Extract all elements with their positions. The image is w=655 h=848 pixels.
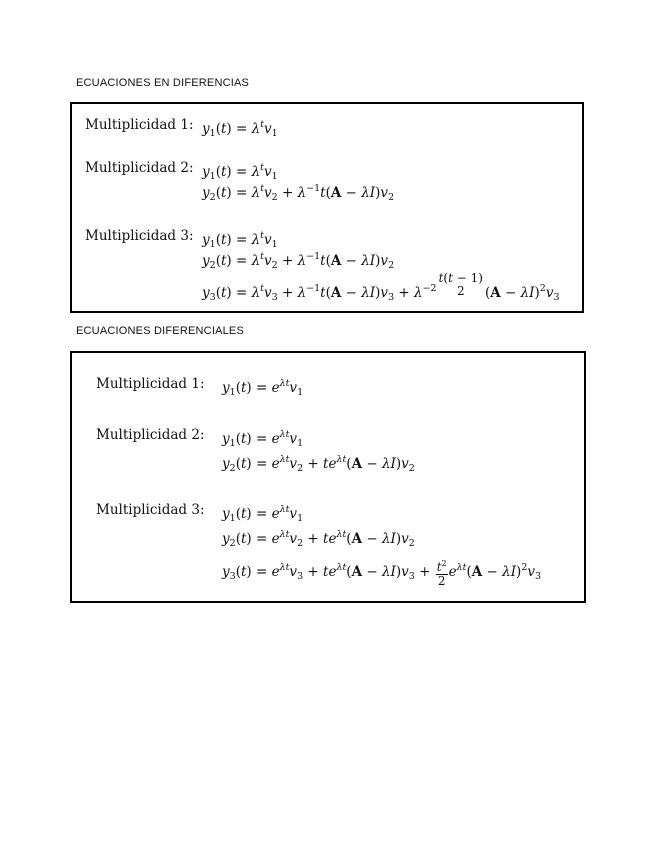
dif-mult1-label: Multiplicidad 1: xyxy=(96,376,205,392)
dif-mult3-eq1: $y_1(t) = e^{\lambda t}v_1$ xyxy=(222,504,304,524)
dif-mult3-eq3: $y_3(t) = e^{\lambda t}v_3 + te^{\lambda t}(A - \lambda I)v_3$ + $\frac{t^2}{2}$ $e^{\lambda t}(A - \lambda I)^2v_3$ xyxy=(222,559,542,588)
diff-mult1-eq1: $y_1(t) = \lambda^tv_1$ xyxy=(202,119,278,139)
section-title-diferencias: ECUACIONES EN DIFERENCIAS xyxy=(76,77,250,89)
diff-mult1-label: Multiplicidad 1: xyxy=(85,117,194,133)
dif-mult2-eq2: $y_2(t) = e^{\lambda t}v_2 + te^{\lambda t}(A - \lambda I)v_2$ xyxy=(222,454,415,474)
dif-mult1-eq1: $y_1(t) = e^{\lambda t}v_1$ xyxy=(222,378,304,398)
diff-mult1-row xyxy=(85,117,194,133)
diff-mult2-label: Multiplicidad 2: xyxy=(85,160,194,176)
section-title-diferenciales: ECUACIONES DIFERENCIALES xyxy=(76,325,245,337)
formula-box-diferenciales xyxy=(70,351,586,603)
dif-mult2-eq1: $y_1(t) = e^{\lambda t}v_1$ xyxy=(222,429,304,449)
dif-mult3-eq2: $y_2(t) = e^{\lambda t}v_2 + te^{\lambda t}(A - \lambda I)v_2$ xyxy=(222,529,415,549)
diff-mult3-eq1: $y_1(t) = \lambda^tv_1$ xyxy=(202,230,278,250)
formula-box-diferencias xyxy=(70,102,584,313)
diff-mult3-eq3: $y_3(t) = \lambda^tv_3 + \lambda^{-1}t(A - \lambda I)v_3 + \lambda^{-2}$ t(t − 1) 2 $(A - \lambda I)^2v_3$ xyxy=(202,271,560,303)
dif-mult2-row xyxy=(96,427,205,443)
diff-mult3-eq2: $y_2(t) = \lambda^tv_2 + \lambda^{-1}t(A - \lambda I)v_2$ xyxy=(202,251,395,271)
diff-mult3-label: Multiplicidad 3: xyxy=(85,228,194,244)
dif-mult1-row xyxy=(96,376,205,392)
dif-mult2-label: Multiplicidad 2: xyxy=(96,427,205,443)
diff-mult2-row xyxy=(85,160,194,176)
diff-mult2-eq1: $y_1(t) = \lambda^tv_1$ xyxy=(202,162,278,182)
diff-mult3-row xyxy=(85,228,194,244)
diff-mult2-eq2: $y_2(t) = \lambda^tv_2 + \lambda^{-1}t(A - \lambda I)v_2$ xyxy=(202,183,395,203)
dif-mult3-row xyxy=(96,502,205,518)
dif-mult3-label: Multiplicidad 3: xyxy=(96,502,205,518)
